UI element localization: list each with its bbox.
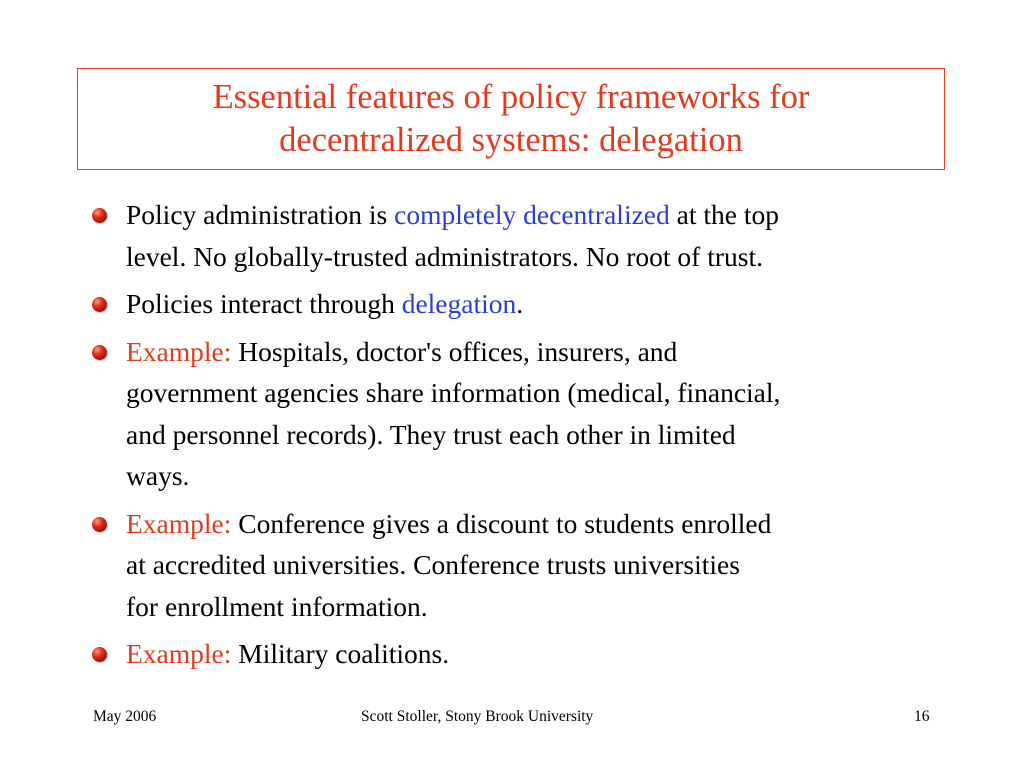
bullet-text: government agencies share information (medical, financial, (126, 377, 781, 408)
bullet-text: at the top (669, 199, 779, 230)
footer-author: Scott Stoller, Stony Brook University (361, 708, 594, 725)
bullet-text: ways. (126, 460, 190, 491)
example-label: Example: (126, 638, 232, 669)
bullet-text-line (126, 503, 962, 545)
bullet-text-line (126, 586, 962, 628)
slide-title-box (77, 68, 945, 170)
red-sphere-bullet-icon (92, 297, 107, 312)
bullet-text-line (126, 283, 962, 325)
slide-title-line-1: Essential features of policy frameworks for (212, 78, 810, 116)
example-label: Example: (126, 335, 232, 367)
bullet-item (92, 503, 962, 628)
bullet-list (92, 194, 962, 681)
bullet-text: Military coalitions. (231, 638, 450, 669)
red-sphere-bullet-icon (92, 517, 107, 532)
emphasis-text: completely decentralized (394, 199, 670, 230)
bullet-text-line (126, 414, 962, 456)
bullet-text: Hospitals, doctor's offices, insurers, and (231, 335, 678, 367)
bullet-text: . (516, 288, 524, 319)
red-sphere-bullet-icon (92, 345, 107, 360)
bullet-text: at accredited universities. Conference trusts universities (126, 549, 740, 580)
bullet-text-line (126, 194, 962, 236)
bullet-text: and personnel records). They trust each other in limited (126, 418, 736, 450)
red-sphere-bullet-icon (92, 647, 107, 662)
footer-date: May 2006 (93, 708, 157, 725)
bullet-text-line (126, 372, 962, 414)
bullet-text-line (126, 633, 962, 675)
emphasis-text: delegation (401, 288, 517, 319)
bullet-text-line (126, 544, 962, 586)
bullet-item (92, 283, 962, 325)
slide-title-line-2: decentralized systems: delegation (279, 121, 743, 159)
bullet-text: Policies interact through (126, 288, 402, 319)
bullet-text-line (126, 236, 962, 278)
bullet-item (92, 331, 962, 497)
bullet-item (92, 194, 962, 277)
bullet-text: Policy administration is (126, 199, 395, 230)
example-label: Example: (126, 507, 232, 539)
red-sphere-bullet-icon (92, 208, 107, 223)
bullet-text: level. No globally-trusted administrators. No root of trust. (126, 240, 763, 272)
bullet-text-line (126, 331, 962, 373)
bullet-text: for enrollment information. (126, 590, 428, 622)
bullet-text: Conference gives a discount to students enrolled (231, 507, 772, 539)
bullet-text-line (126, 455, 962, 497)
bullet-item (92, 633, 962, 675)
page-number: 16 (914, 708, 930, 725)
